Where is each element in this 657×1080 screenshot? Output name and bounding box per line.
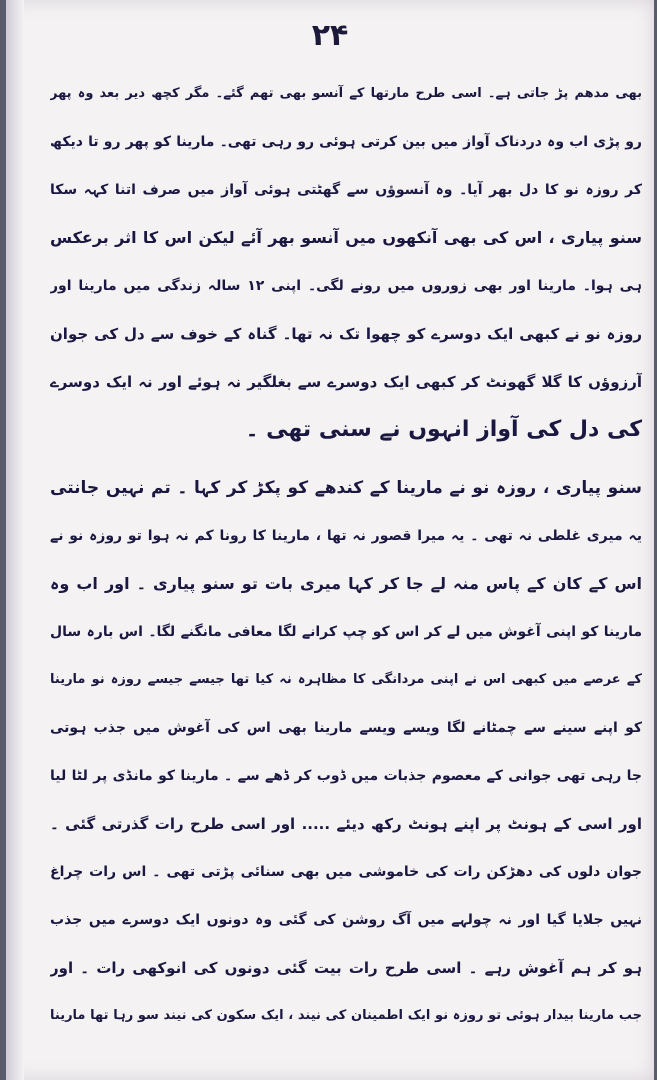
text-line-1: بھی مدھم پڑ جاتی ہے۔ اسی طرح مارتھا کے آنسو بھی تھم گئے۔ مگر کچھ دیر بعد وہ پھر [50, 86, 642, 101]
page-number: ۲۴ [311, 18, 349, 53]
text-line-17: جوان دلوں کی دھڑکن رات کی خاموشی میں بھی سنائی پڑتی تھی ۔ اس رات چراغ [50, 864, 642, 880]
text-line-11: اس کے کان کے پاس منہ لے جا کر کہا میری بات تو سنو پیاری ۔ اور اب وہ [50, 574, 642, 593]
text-line-5: ہی ہوا۔ مارینا اور بھی زوروں میں رونے لگی۔ اپنی ۱۲ سالہ زندگی میں مارینا اور [50, 278, 642, 294]
text-line-7: آرزوؤں کا گلا گھونٹ کر کبھی ایک دوسرے سے بغلگیر نہ ہوئے اور نہ ایک دوسرے [50, 373, 642, 391]
urdu-body-text [50, 70, 642, 1040]
text-line-2: رو پڑی اب وہ دردناک آواز میں بین کرتی ہوئی رو رہی تھی۔ مارینا کو پھر رو تا دیکھ [50, 134, 642, 150]
text-line-18: نہیں جلایا گیا اور نہ چولہے میں آگ روشن کی گئی وہ دونوں ایک دوسرے میں جذب [50, 912, 642, 928]
text-line-12: مارینا کو اپنی آغوش میں لے کر اس کو چپ کرانے لگا معافی مانگنے لگا۔ اس بارہ سال [50, 624, 642, 640]
scanned-page [6, 0, 654, 1080]
text-line-19: ہو کر ہم آغوش رہے ۔ اسی طرح رات بیت گئی دونوں کی انوکھی رات ۔ اور [50, 959, 642, 977]
page-edge-shadow [6, 0, 24, 1080]
text-line-4: سنو پیاری ، اس کی بھی آنکھوں میں آنسو بھر آئے لیکن اس کا اثر برعکس [50, 228, 642, 247]
text-line-3: کر روزہ نو کا دل بھر آیا۔ وہ آنسوؤں سے گھٹتی ہوئی آواز میں صرف اتنا کہہ سکا [50, 182, 642, 198]
text-line-14: کو اپنے سینے سے چمٹانے لگا ویسے ویسے مارینا بھی اس کی آغوش میں جذب ہوتی [50, 720, 642, 736]
text-line-13: کے عرصے میں کبھی اس نے اپنی مردانگی کا مظاہرہ نہ کیا تھا جیسے جیسے روزہ نو مارینا [50, 672, 642, 687]
text-line-9: سنو پیاری ، روزہ نو نے مارینا کے کندھے کو پکڑ کر کہا ۔ تم نہیں جانتی [50, 478, 642, 498]
text-line-10: یہ میری غلطی نہ تھی ۔ یہ میرا قصور نہ تھا ، مارینا کا رونا کم نہ ہوا تو روزہ نو نے [50, 528, 642, 544]
text-line-16: اور اسی کے ہونٹ پر اپنے ہونٹ رکھ دیئے ..... اور اسی طرح رات گذرتی گئی ۔ [50, 815, 642, 833]
text-line-15: جا رہی تھی جوانی کے معصوم جذبات میں ڈوب کر ڈھے سے ۔ مارینا کو مانڈی پر لٹا لیا [50, 768, 642, 784]
text-line-8: کی دل کی آواز انہوں نے سنی تھی ۔ [245, 417, 642, 442]
text-line-6: روزہ نو نے کبھی ایک دوسرے کو چھوا تک نہ تھا۔ گناہ کے خوف سے دل کی جوان [50, 325, 642, 343]
text-line-20: جب مارینا بیدار ہوئی تو روزہ نو ایک اطمینان کی نیند ، ایک سکون کی نیند سو رہا تھا مارینا [50, 1008, 642, 1023]
